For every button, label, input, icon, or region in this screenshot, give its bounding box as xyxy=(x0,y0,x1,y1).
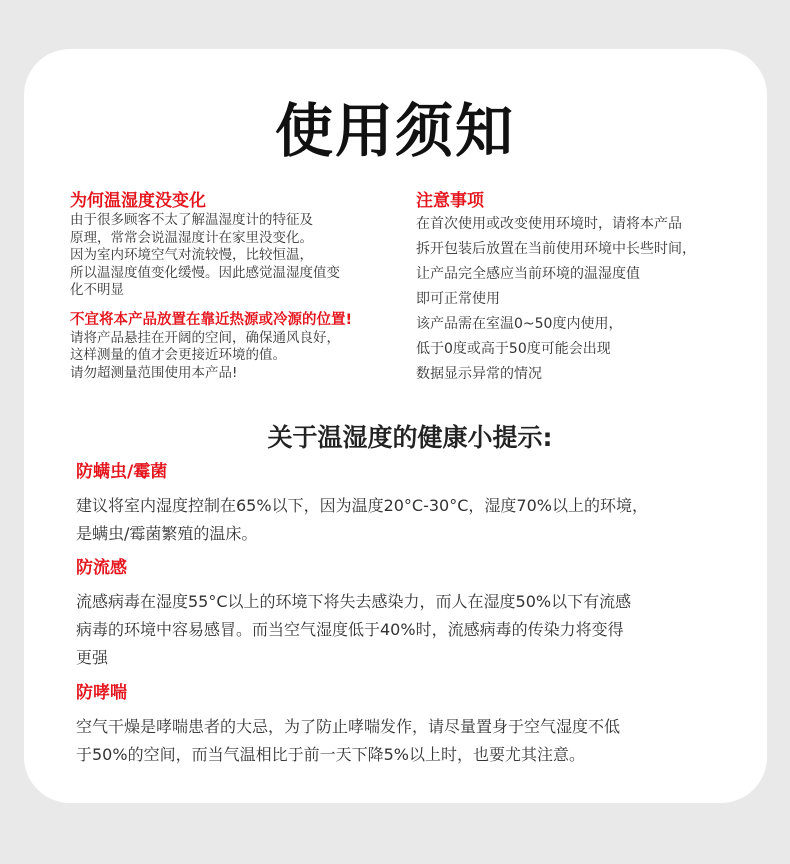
text-line: 于50%的空间，而当气温相比于前一天下降5%以上时，也要尤其注意。 xyxy=(76,745,585,764)
why-no-change-heading: 为何温湿度没变化 xyxy=(70,191,206,211)
text-line: 即可正常使用 xyxy=(416,291,500,307)
why-no-change-text xyxy=(70,212,400,300)
tip-mites xyxy=(76,460,726,548)
tip-heading: 防螨虫/霉菌 xyxy=(76,462,168,482)
placement-warning: 不宜将本产品放置在靠近热源或冷源的位置! xyxy=(70,311,353,328)
text-line: 流感病毒在湿度55°C以上的环境下将失去感染力，而人在湿度50%以下有流感 xyxy=(76,592,632,611)
text-line: 让产品完全感应当前环境的温湿度值 xyxy=(416,266,640,282)
text-line: 由于很多顾客不太了解温湿度计的特征及 xyxy=(70,212,313,228)
tip-text xyxy=(76,713,726,769)
tip-heading: 防哮喘 xyxy=(76,683,127,703)
text-line: 在首次使用或改变使用环境时，请将本产品 xyxy=(416,216,682,232)
text-line: 所以温湿度值变化缓慢。因此感觉温湿度值变 xyxy=(70,264,340,281)
text-line: 更强 xyxy=(76,648,109,667)
notes-text xyxy=(416,212,756,387)
text-line: 建议将室内湿度控制在65%以下，因为温度20°C-30°C，湿度70%以上的环境， xyxy=(76,496,648,515)
right-column xyxy=(416,190,756,387)
text-line: 空气干燥是哮喘患者的大忌，为了防止哮喘发作，请尽量置身于空气湿度不低 xyxy=(76,717,621,736)
text-line: 请勿超测量范围使用本产品! xyxy=(70,364,238,381)
text-line: 原理，常常会说温湿度计在家里没变化。 xyxy=(70,229,313,246)
placement-warning-text xyxy=(70,330,400,383)
text-line: 低于0度或高于50度可能会出现 xyxy=(416,341,611,357)
health-tips-title: 关于温湿度的健康小提示: xyxy=(267,423,553,452)
tip-text xyxy=(76,492,726,548)
text-line: 是螨虫/霉菌繁殖的温床。 xyxy=(76,524,258,543)
tip-flu xyxy=(76,556,726,672)
text-line: 请将产品悬挂在开阔的空间，确保通风良好， xyxy=(70,329,340,346)
text-line: 这样测量的值才会更接近环境的值。 xyxy=(70,347,286,363)
tip-asthma xyxy=(76,681,726,769)
notes-heading: 注意事项 xyxy=(416,191,484,211)
page-title: 使用须知 xyxy=(274,97,515,165)
tip-text xyxy=(76,588,726,672)
text-line: 拆开包装后放置在当前使用环境中长些时间， xyxy=(416,241,696,257)
tip-heading: 防流感 xyxy=(76,558,127,578)
text-line: 病毒的环境中容易感冒。而当空气湿度低于40%时，流感病毒的传染力将变得 xyxy=(76,620,624,639)
text-line: 因为室内环境空气对流较慢，比较恒温， xyxy=(70,247,313,263)
text-line: 数据显示异常的情况 xyxy=(416,366,542,382)
text-line: 化不明显 xyxy=(70,282,124,298)
left-column xyxy=(70,190,400,382)
text-line: 该产品需在室温0~50度内使用， xyxy=(416,316,623,332)
